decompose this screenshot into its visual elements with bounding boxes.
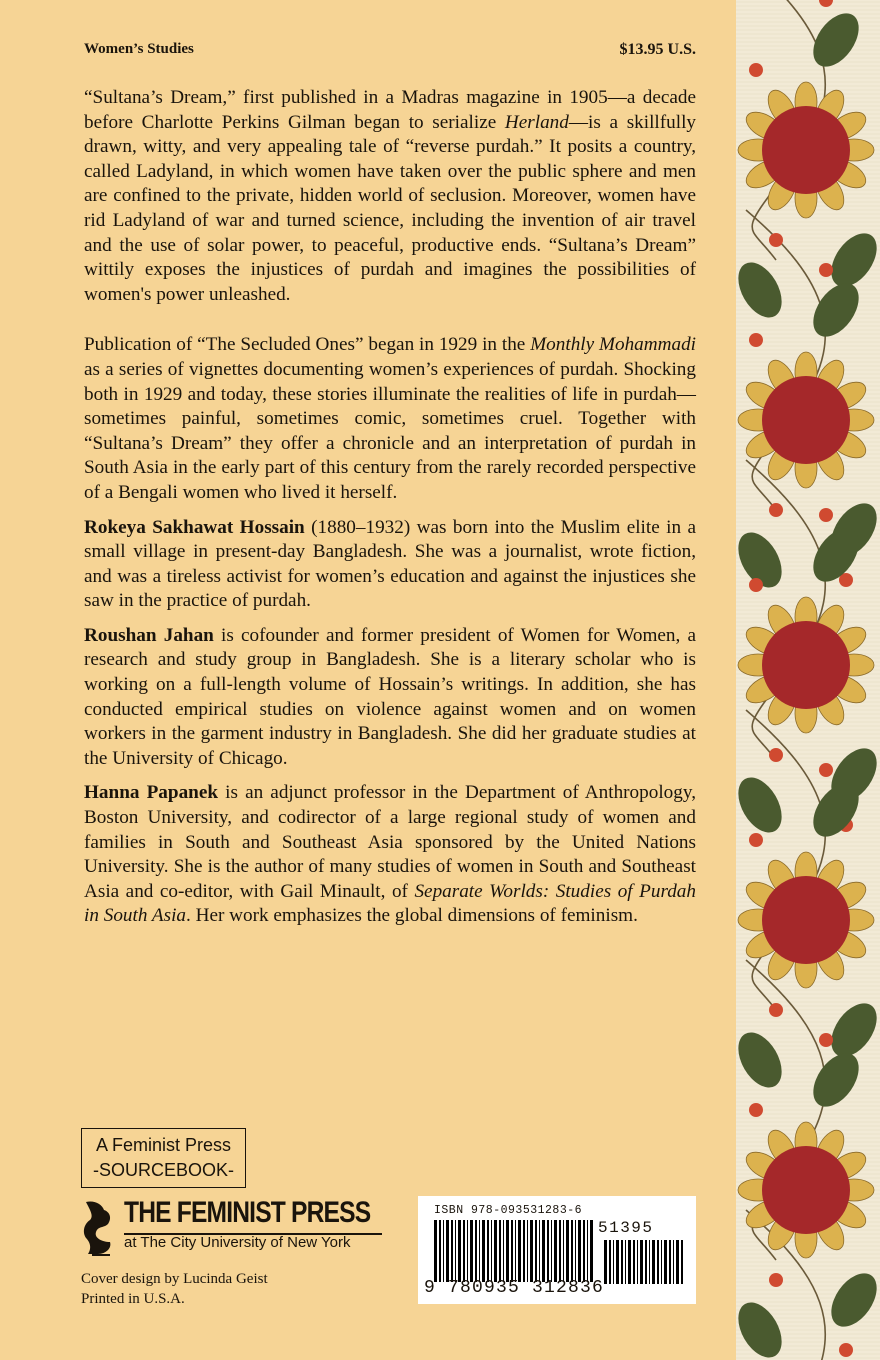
text-run: —is a skillfully drawn, witty, and very appealing tale of “reverse purdah.” It posits a country, called Ladyland, in which women have taken over the public sphere and men are confined to the private, hidden world of seclusion. Moreover, women have rid Ladyland of war and turned science, including the invention of air travel and the use of solar power, to peaceful, productive ends. “Sultana’s Dream” wittily exposes the injustices of purdah and imagines the possibilities of women's power unleashed.	[84, 111, 697, 305]
italic-title: Herland	[504, 111, 569, 133]
paragraph-sultanas-dream	[84, 86, 696, 307]
printed-credit: Printed in U.S.A.	[81, 1291, 185, 1307]
text-run: is cofounder and former president of Women for Women, a research and study group in Bangladesh. She is a literary scholar who is working on a full-length volume of Hossain’s writings. In addition, she has conducted empirical studies on violence against women and on women workers in the garment industry in Bangladesh. She did her graduate studies at the University of Chicago.	[84, 624, 696, 769]
sourcebook-badge	[81, 1128, 246, 1188]
translator-name: Roushan Jahan	[84, 624, 214, 646]
cover-design-credit: Cover design by Lucinda Geist	[81, 1271, 268, 1287]
publisher-subtitle: at The City University of New York	[124, 1234, 351, 1251]
barcode-box	[418, 1196, 696, 1304]
back-cover-blurb	[84, 86, 696, 929]
floral-border-pattern	[736, 0, 880, 1360]
price-addon-barcode	[604, 1240, 684, 1284]
italic-title: Separate Worlds: Studies of Purdah in South Asia	[84, 880, 696, 927]
publisher-name: THE FEMINIST PRESS	[124, 1196, 371, 1229]
price-code-label: 51395	[598, 1219, 654, 1237]
paragraph-secluded-ones	[84, 333, 696, 505]
feminist-press-logo-icon	[80, 1198, 116, 1256]
category-label: Women’s Studies	[84, 41, 194, 57]
sourcebook-line2: -SOURCEBOOK-	[92, 1160, 234, 1180]
ean-barcode	[434, 1220, 594, 1282]
author-name: Rokeya Sakhawat Hossain	[84, 516, 305, 538]
text-run: (1880–1932) was born into the Muslim elite in a small village in present-day Bangladesh. She was a journalist, wrote fiction, and was a tireless activist for women’s education and against the injustices she saw in the practice of purdah.	[84, 516, 696, 612]
price-label: $13.95 U.S.	[619, 41, 696, 58]
barcode-digits: 9 780935 312836	[424, 1278, 605, 1298]
credits	[81, 1269, 268, 1309]
paragraph-author-bio	[84, 516, 696, 614]
contributor-name: Hanna Papanek	[84, 782, 219, 804]
text-run: Publication of “The Secluded Ones” began in 1929 in the	[84, 334, 531, 356]
text-run: . Her work emphasizes the global dimensions of feminism.	[186, 905, 638, 927]
publisher-block	[80, 1196, 390, 1256]
sourcebook-line1: A Feminist Press	[95, 1135, 232, 1155]
italic-title: Monthly Mohammadi	[530, 334, 696, 356]
paragraph-afterword-bio	[84, 781, 696, 929]
isbn-label: ISBN 978-093531283-6	[434, 1204, 583, 1217]
text-run: “Sultana’s Dream,” first published in a Madras magazine in 1905—a decade before Charlotte Perkins Gilman began to serialize	[84, 87, 696, 133]
text-run: is an adjunct professor in the Department of Anthropology, Boston University, and codirector of a large regional study of women and families in South and Southeast Asia sponsored by the United Nations University. She is the author of many studies of women in South and Southeast Asia and co-editor, with Gail Minault, of	[84, 782, 696, 902]
paragraph-translator-bio	[84, 624, 696, 772]
text-run: as a series of vignettes documenting women’s experiences of purdah. Shocking both in 1929 and today, these stories illuminate the realities of life in purdah—sometimes painful, sometimes comic, sometimes cruel. Together with “Sultana’s Dream” they offer a chronicle and an interpretation of purdah in South Asia in the early part of this century from the rarely recorded perspective of a Bengali women who lived it herself.	[84, 358, 696, 503]
